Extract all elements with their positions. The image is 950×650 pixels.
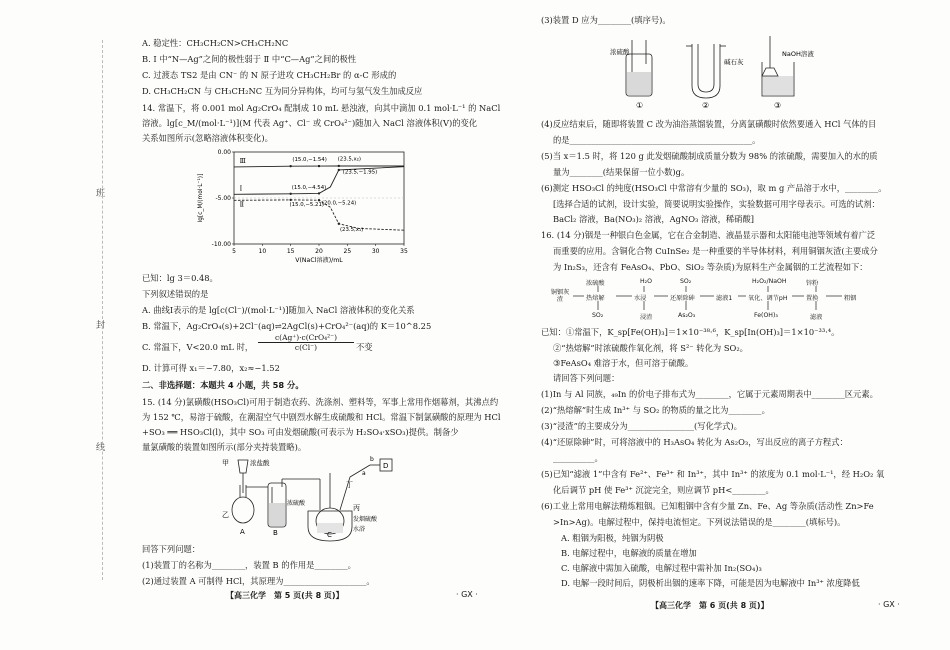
flow-product-4: 滤液 [810, 314, 823, 321]
q16-option-d: D. 电解一段时间后，阴极析出铟的速率下降，可能是因为电解液中 In³⁺ 浓度降低 [561, 578, 860, 588]
x-tick-label: 5 [232, 248, 236, 255]
flow-step-3: 还原除砷 [670, 295, 695, 302]
q16-sub6-line1: (6)工业上常用电解法精炼粗铟。已知粗铟中含有少量 Zn、Fe、Ag 等杂质(活动性 Zn>Fe [541, 501, 874, 511]
data-annotation: (20.0,−5.24) [321, 200, 357, 207]
label-yi: 乙 [222, 511, 229, 519]
q14-option-a: A. 曲线Ⅰ表示的是 lg[c(Cl⁻)/(mol·L⁻¹)]随加入 NaCl 溶液体积的变化关系 [142, 305, 415, 315]
q16-sub3: (3)“浸渣”的主要成分为________________(写化学式)。 [541, 421, 742, 431]
data-point [289, 193, 291, 195]
q16-stem-line3: 为 In₂S₃，还含有 FeAsO₄、PbO、SiO₂ 等杂质)为原料生产金属铟的工艺流程如下： [553, 262, 868, 272]
label-jia: 甲 [222, 459, 229, 467]
q16-sub2: (2)“热熔解”时生成 In³⁺ 与 SO₂ 的物质的量之比为________。 [541, 405, 770, 415]
x-tick-label: 20 [315, 248, 323, 255]
q16-option-c: C. 电解液中需加入硫酸，电解过程中需补加 In₂(SO₄)₃ [561, 563, 762, 573]
q14-option-b: B. 常温下，Ag₂CrO₄(s)+2Cl⁻(aq)⇌2AgCl(s)+CrO₄²⁻(aq)的 K＝10^8.25 [142, 321, 432, 331]
y-tick-label: -5.00 [215, 195, 231, 202]
q15-sub3: (3)装置 D 应为________(填序号)。 [541, 15, 671, 25]
flow-arrows [548, 276, 878, 324]
q15-sub1: (1)装置丁的名称为________，装置 B 的作用是________。 [142, 560, 356, 570]
x-tick-label: 30 [371, 248, 380, 255]
q15-sub4-line1: (4)反应结束后，随即将装置 C 改为油浴蒸馏装置，分离氯磺酸时依然要通入 HCl 气体的目 [541, 119, 877, 129]
q14-line-chart [196, 146, 416, 272]
flow-reagent-0: 浓硫酸 [586, 280, 605, 287]
q15-stem-line3: +SO₃ ══ HSO₃Cl(l)，其中 SO₃ 可由发烟硫酸(可表示为 H₂SO₄·xSO₃)提供。制备少 [142, 427, 459, 437]
q15-answer-prompt: 回答下列问题： [142, 544, 201, 554]
label-a-port: a [362, 470, 366, 477]
data-annotation: (23.5,x₁) [339, 227, 364, 234]
label-fuming: 发烟硫酸 [353, 516, 378, 523]
d1-label: 浓硫酸 [610, 48, 630, 56]
q14-question: 下列叙述错误的是 [142, 289, 209, 299]
label-water-bath: 水浴 [353, 526, 366, 533]
margin-label-class: 班 [96, 189, 106, 199]
apparatus-c [282, 473, 352, 541]
q13-option-d: D. CH₃CH₂CN 与 CH₃CH₂NC 互为同分异构体，均可与氢气发生加成反应 [142, 86, 423, 96]
y-axis-label: lg[c_M/(mol·L⁻¹)] [198, 173, 204, 223]
flow-reagent-1: H₂O [640, 278, 653, 285]
label-a-apparatus: A [240, 528, 245, 536]
d3-number: ③ [774, 101, 782, 110]
data-annotation: (23.5,x₂) [337, 156, 361, 163]
label-conc-h2so4: 浓硫酸 [287, 500, 306, 507]
q15-stem-line1: 15. (14 分)氯磺酸(HSO₃Cl)可用于制造农药、洗涤剂、塑料等，军事上常用作烟幕剂，其沸点约 [142, 397, 499, 407]
flow-reagent-3: H₂O₂/NaOH [752, 278, 787, 285]
apparatus-b [268, 479, 286, 527]
q14-stem-line1: 14. 常温下，将 0.001 mol Ag₂CrO₄ 配制成 10 mL 悬浊液，向其中滴加 0.1 mol·L⁻¹ 的 NaCl [142, 103, 501, 113]
q15-device-d-options [612, 24, 822, 112]
q15-sub6-line2: [选择合适的试剂，设计实验，简要说明实验操作，实验数据可用字母表示。可选的试剂： [553, 199, 880, 209]
flow-reagent-4: 锌粉 [806, 280, 819, 287]
flow-step-4: 滤液1 [716, 295, 733, 302]
data-point [338, 165, 340, 167]
x-axis-label: V(NaCl溶液)/mL [295, 257, 343, 264]
x-tick-label: 15 [286, 248, 295, 255]
q13-option-a: A. 稳定性：CH₃CH₂CN>CH₃CH₂NC [142, 38, 289, 48]
y-tick-label: -10.00 [211, 241, 231, 248]
data-point [338, 169, 340, 171]
q15-apparatus-diagram [220, 455, 410, 537]
device-option-3 [762, 36, 794, 96]
label-b-apparatus: B [273, 529, 278, 537]
q15-sub6-line3: BaCl₂ 溶液，Ba(NO₃)₂ 溶液，AgNO₃ 溶液，稀硝酸] [553, 214, 755, 224]
d3-label: NaOH溶液 [782, 50, 814, 58]
curve-label: Ⅰ [239, 184, 243, 193]
data-annotation: (23.5,−1.95) [342, 169, 378, 176]
q16-sub6-line2: >In>Ag)。电解过程中，保持电流恒定。下列说法错误的是________(填标号)。 [553, 517, 846, 527]
q16-option-a: A. 粗铟为阳极，纯铟为阴极 [561, 533, 664, 543]
data-point [318, 192, 320, 194]
d1-number: ① [636, 101, 644, 110]
data-point [289, 199, 291, 201]
q15-stem-line4: 量氯磺酸的装置如图所示(部分夹持装置略)。 [142, 442, 307, 452]
binding-line [102, 40, 103, 580]
q15-sub2: (2)通过装置 A 可制得 HCl，其原理为____________________。 [142, 576, 375, 586]
q15-sub5-line1: (5)当 x＝1.5 时，将 120 g 此发烟硫酸制成质量分数为 98% 的浓硫酸，需要加入的水的质 [541, 151, 878, 161]
margin-label-seal: 封 [96, 321, 106, 331]
data-annotation: (15.0,−1.54) [292, 157, 327, 164]
section-2-heading: 二、非选择题：本题共 4 小题，共 58 分。 [142, 380, 304, 390]
x-tick-label: 10 [258, 248, 267, 255]
flow-step-6: 置换 [806, 295, 819, 302]
data-point [338, 223, 340, 225]
margin-label-line: 线 [96, 443, 106, 453]
q16-process-flow [548, 276, 878, 324]
left-page-gx: · GX · [456, 590, 478, 599]
q16-sub5-line1: (5)已知“滤液 1”中含有 Fe²⁺、Fe³⁺ 和 In³⁺，其中 In³⁺ 的浓度为 0.1 mol·L⁻¹，经 H₂O₂ 氧 [541, 469, 885, 479]
q16-sub5-line2: 化后调节 pH 使 Fe³⁺ 沉淀完全，则应调节 pH<________。 [553, 485, 774, 495]
flow-step-1: 热熔解 [586, 295, 605, 302]
q16-sub1: (1)In 与 Al 同族，₄₉In 的价电子排布式为________，它属于元素周期表中________区元素。 [541, 389, 878, 399]
q16-ask: 请回答下列问题： [553, 373, 620, 383]
q15-sub5-line2: 量为________(结果保留一位小数)g。 [553, 167, 690, 177]
q15-sub6-line1: (6)测定 HSO₃Cl 的纯度(HSO₃Cl 中常溶有少量的 SO₃)，取 m g 产品溶于水中，________。 [541, 183, 887, 193]
flow-step-5: 氧化、调节pH [748, 295, 788, 302]
label-conc-hcl: 浓盐酸 [250, 459, 270, 467]
q16-sub4-line1: (4)“还原除砷”时，可将溶液中的 H₃AsO₄ 转化为 As₂O₃，写出反应的离子方程式： [541, 437, 848, 447]
curve-label: Ⅲ [239, 157, 246, 166]
flow-product-1: 浸渣 [640, 314, 653, 321]
q14-known: 已知：lg 3＝0.48。 [142, 273, 218, 283]
q14-option-c-suffix: 不变 [356, 342, 373, 352]
label-c-apparatus: C [327, 531, 332, 539]
q16-stem-line2: 而重要的应用。含铜化合物 CuInSe₂ 是一种重要的半导体材料，利用铜铟灰渣(主要成分 [553, 246, 878, 256]
device-option-2 [686, 44, 726, 98]
fraction-numerator: c(Ag⁺)·c(CrO₄²⁻) [258, 333, 354, 343]
data-annotation: (15.0,−5.21) [289, 201, 324, 208]
d2-number: ② [702, 101, 710, 110]
flow-product-0: SO₂ [592, 312, 604, 319]
q16-known-1: 已知：①常温下，K_sp[Fe(OH)₃]＝1×10⁻³⁸·⁶，K_sp[In(OH)₃]＝1×10⁻³³·⁴。 [541, 327, 840, 337]
flow-reagent-2: SO₂ [680, 278, 692, 285]
q14-stem-line3: 关系如图所示(忽略溶液体积变化)。 [142, 133, 273, 143]
data-point [318, 165, 320, 167]
flow-product-2: As₂O₃ [678, 312, 696, 319]
label-bing: 丙 [353, 504, 360, 512]
q13-option-b: B. Ⅰ 中“N—Ag”之间的极性弱于 Ⅱ 中“C—Ag”之间的极性 [142, 54, 357, 64]
q16-sub4-line2: __________。 [553, 453, 603, 463]
label-d-apparatus: D [383, 462, 389, 470]
q14-option-c-prefix: C. 常温下，V<20.0 mL 时， [142, 342, 254, 352]
right-page-footer: 【高三化学 第 6 页(共 8 页)】 [651, 601, 769, 610]
q16-known-2: ②“热熔解”时浓硫酸作氧化剂，将 S²⁻ 转化为 SO₂。 [553, 343, 748, 353]
q16-option-b: B. 电解过程中，电解液的质量在增加 [561, 548, 697, 558]
q13-option-c: C. 过渡态 TS2 是由 CN⁻ 的 N 原子进攻 CH₃CH₂Br 的 α-C 形成的 [142, 70, 397, 80]
q16-stem-line1: 16. (14 分)铟是一种银白色金属，它在合金制造、液晶显示器和太阳能电池等领域有着广泛 [541, 230, 876, 240]
x-tick-label: 25 [343, 248, 352, 255]
fraction-denominator: c(Cl⁻) [294, 343, 318, 352]
flow-step-2: 水浸 [634, 295, 647, 302]
curve-label: Ⅱ [239, 200, 245, 209]
q14-stem-line2: 溶液。lg[c_M/(mol·L⁻¹)](M 代表 Ag⁺、Cl⁻ 或 CrO₄²⁻)随加入 NaCl 溶液体积(V)的变化 [142, 118, 478, 128]
label-ding: 丁 [346, 481, 353, 489]
left-page-footer: 【高三化学 第 5 页(共 8 页)】 [226, 591, 344, 600]
flow-product-3: Fe(OH)₃ [754, 312, 778, 319]
q16-known-3: ③FeAsO₄ 难溶于水，但可溶于硫酸。 [553, 358, 694, 368]
q15-sub4-line2: 的是____________________________________________。 [553, 135, 761, 145]
data-annotation: (15.0,−4.54) [291, 184, 327, 191]
label-b-port: b [370, 456, 374, 463]
x-tick-label: 35 [400, 248, 408, 255]
q14-option-c-fraction [258, 333, 354, 352]
flow-step-7: 粗铟 [844, 295, 857, 302]
right-page-gx: · GX · [878, 600, 900, 609]
data-point [289, 165, 291, 167]
apparatus-a [232, 460, 268, 523]
flow-step-0: 铜铟灰渣 [550, 289, 570, 303]
device-option-1 [626, 40, 652, 96]
d2-label: 碱石灰 [724, 58, 744, 66]
y-tick-label: 0.00 [217, 149, 231, 156]
q14-option-d: D. 计算可得 x₁＝−7.80，x₂≈−1.52 [142, 363, 280, 373]
q15-stem-line2: 为 152 ℃，易溶于硫酸，在潮湿空气中剧烈水解生成硫酸和 HCl。常温下制氯磺酸的原理为 HCl [142, 412, 501, 422]
